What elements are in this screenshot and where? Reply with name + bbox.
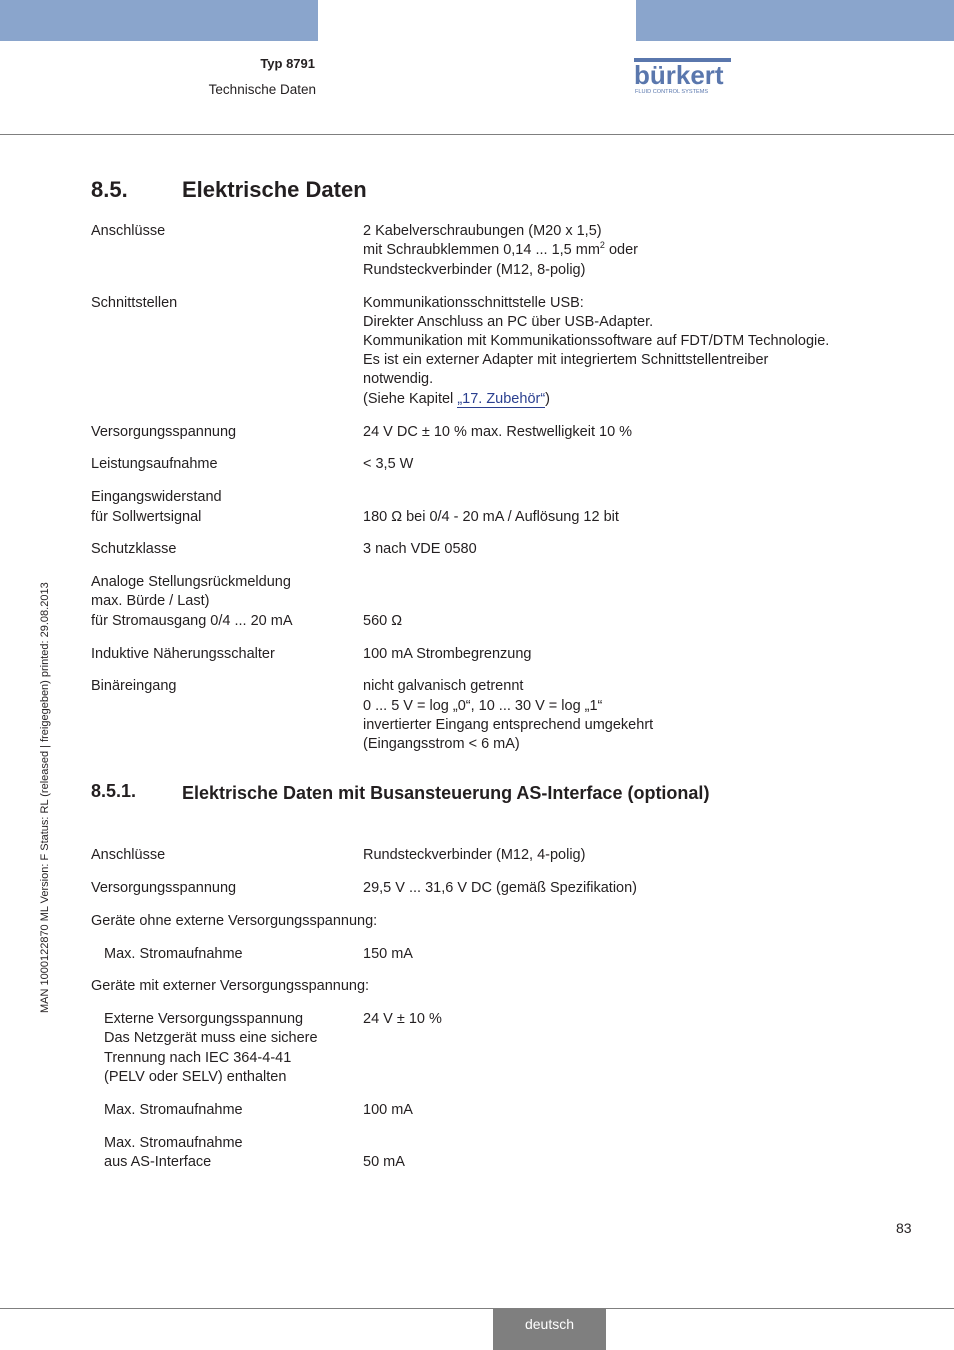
- spec-value: Rundsteckverbinder (M12, 8-polig): [363, 262, 586, 278]
- spec-value: 150 mA: [363, 946, 413, 962]
- spec-label: Versorgungsspannung: [91, 880, 237, 896]
- spec-label: Max. Stromaufnahme: [104, 1102, 243, 1118]
- spec-label: Externe Versorgungsspannung: [104, 1011, 304, 1027]
- spec-value: Kommunikationsschnittstelle USB:: [363, 295, 584, 311]
- spec-label: Max. Stromaufnahme: [104, 1135, 243, 1151]
- spec-label: Binäreingang: [91, 678, 177, 694]
- spec-label: Leistungsaufnahme: [91, 456, 218, 472]
- spec-label: Max. Stromaufnahme: [104, 946, 243, 962]
- spec-value: 180 Ω bei 0/4 - 20 mA / Auflösung 12 bit: [363, 509, 619, 525]
- header-bar-right: [636, 0, 954, 41]
- section-title: Elektrische Daten: [182, 177, 367, 202]
- chapter-label: Technische Daten: [208, 82, 316, 97]
- spec-value: (Eingangsstrom < 6 mA): [363, 736, 520, 752]
- spec-value: 2 Kabelverschraubungen (M20 x 1,5): [363, 223, 602, 239]
- spec-value: 0 ... 5 V = log „0“, 10 ... 30 V = log „1“: [363, 698, 603, 714]
- group-heading: Geräte ohne externe Versorgungsspannung:: [91, 913, 378, 929]
- spec-label: Induktive Näherungsschalter: [91, 646, 275, 662]
- spec-label: Das Netzgerät muss eine sichere: [104, 1030, 318, 1046]
- spec-value: Es ist ein externer Adapter mit integriertem Schnittstellentreiber: [363, 352, 769, 368]
- spec-label: Analoge Stellungsrückmeldung: [91, 574, 291, 590]
- header-rule: [0, 134, 954, 135]
- spec-value: 560 Ω: [363, 613, 403, 629]
- header-bar-left: [0, 0, 318, 41]
- spec-value: 3 nach VDE 0580: [363, 541, 477, 557]
- document-status-sidebar: MAN 1000122870 ML Version: F Status: RL (released | freigegeben) printed: 29.08.2013: [39, 582, 51, 1013]
- burkert-logo: [634, 58, 734, 98]
- spec-label: max. Bürde / Last): [91, 593, 210, 609]
- spec-value: Kommunikation mit Kommunikationssoftware auf FDT/DTM Technologie.: [363, 333, 830, 349]
- spec-value: notwendig.: [363, 371, 434, 387]
- spec-value: < 3,5 W: [363, 456, 414, 472]
- section-number: 8.5.: [91, 177, 128, 202]
- spec-value: Rundsteckverbinder (M12, 4-polig): [363, 847, 586, 863]
- spec-label: aus AS-Interface: [104, 1154, 212, 1170]
- spec-label: Schnittstellen: [91, 295, 178, 311]
- spec-label: für Sollwertsignal: [91, 509, 202, 525]
- page-number: 83: [896, 1220, 912, 1236]
- spec-label: für Stromausgang 0/4 ... 20 mA: [91, 613, 293, 629]
- language-tab: deutsch: [493, 1309, 606, 1350]
- spec-label: Versorgungsspannung: [91, 424, 237, 440]
- spec-value: mit Schraubklemmen 0,14 ... 1,5 $mm^2$ oder: [363, 240, 638, 258]
- chapter-link-zubehoer[interactable]: „17. Zubehör“: [457, 391, 546, 407]
- spec-value: (Siehe Kapitel „17. Zubehör“): [363, 391, 551, 407]
- subsection-number: 8.5.1.: [91, 781, 137, 801]
- footer-rule: [0, 1308, 954, 1309]
- svg-text:FLUID CONTROL SYSTEMS: FLUID CONTROL SYSTEMS: [635, 89, 709, 95]
- spec-label: Schutzklasse: [91, 541, 177, 557]
- spec-value: Direkter Anschluss an PC über USB-Adapter.: [363, 314, 654, 330]
- subsection-title: Elektrische Daten mit Busansteuerung AS-Interface (optional): [182, 783, 710, 803]
- spec-label: Eingangswiderstand: [91, 489, 222, 505]
- spec-label: Trennung nach IEC 364-4-41: [104, 1050, 292, 1066]
- group-heading: Geräte mit externer Versorgungsspannung:: [91, 978, 370, 994]
- spec-value: 100 mA Strombegrenzung: [363, 646, 532, 662]
- spec-value: 50 mA: [363, 1154, 405, 1170]
- spec-value: 24 V ± 10 %: [363, 1011, 442, 1027]
- spec-value: 29,5 V ... 31,6 V DC (gemäß Spezifikation): [363, 880, 638, 896]
- spec-value: 100 mA: [363, 1102, 413, 1118]
- spec-label: Anschlüsse: [91, 847, 166, 863]
- spec-label: (PELV oder SELV) enthalten: [104, 1069, 287, 1085]
- product-type: Typ 8791: [260, 56, 315, 71]
- spec-label: Anschlüsse: [91, 223, 166, 239]
- spec-value: invertierter Eingang entsprechend umgekehrt: [363, 717, 654, 733]
- spec-value: 24 V DC ± 10 % max. Restwelligkeit 10 %: [363, 424, 633, 440]
- svg-text:bürkert: bürkert: [634, 60, 724, 90]
- spec-value: nicht galvanisch getrennt: [363, 678, 524, 694]
